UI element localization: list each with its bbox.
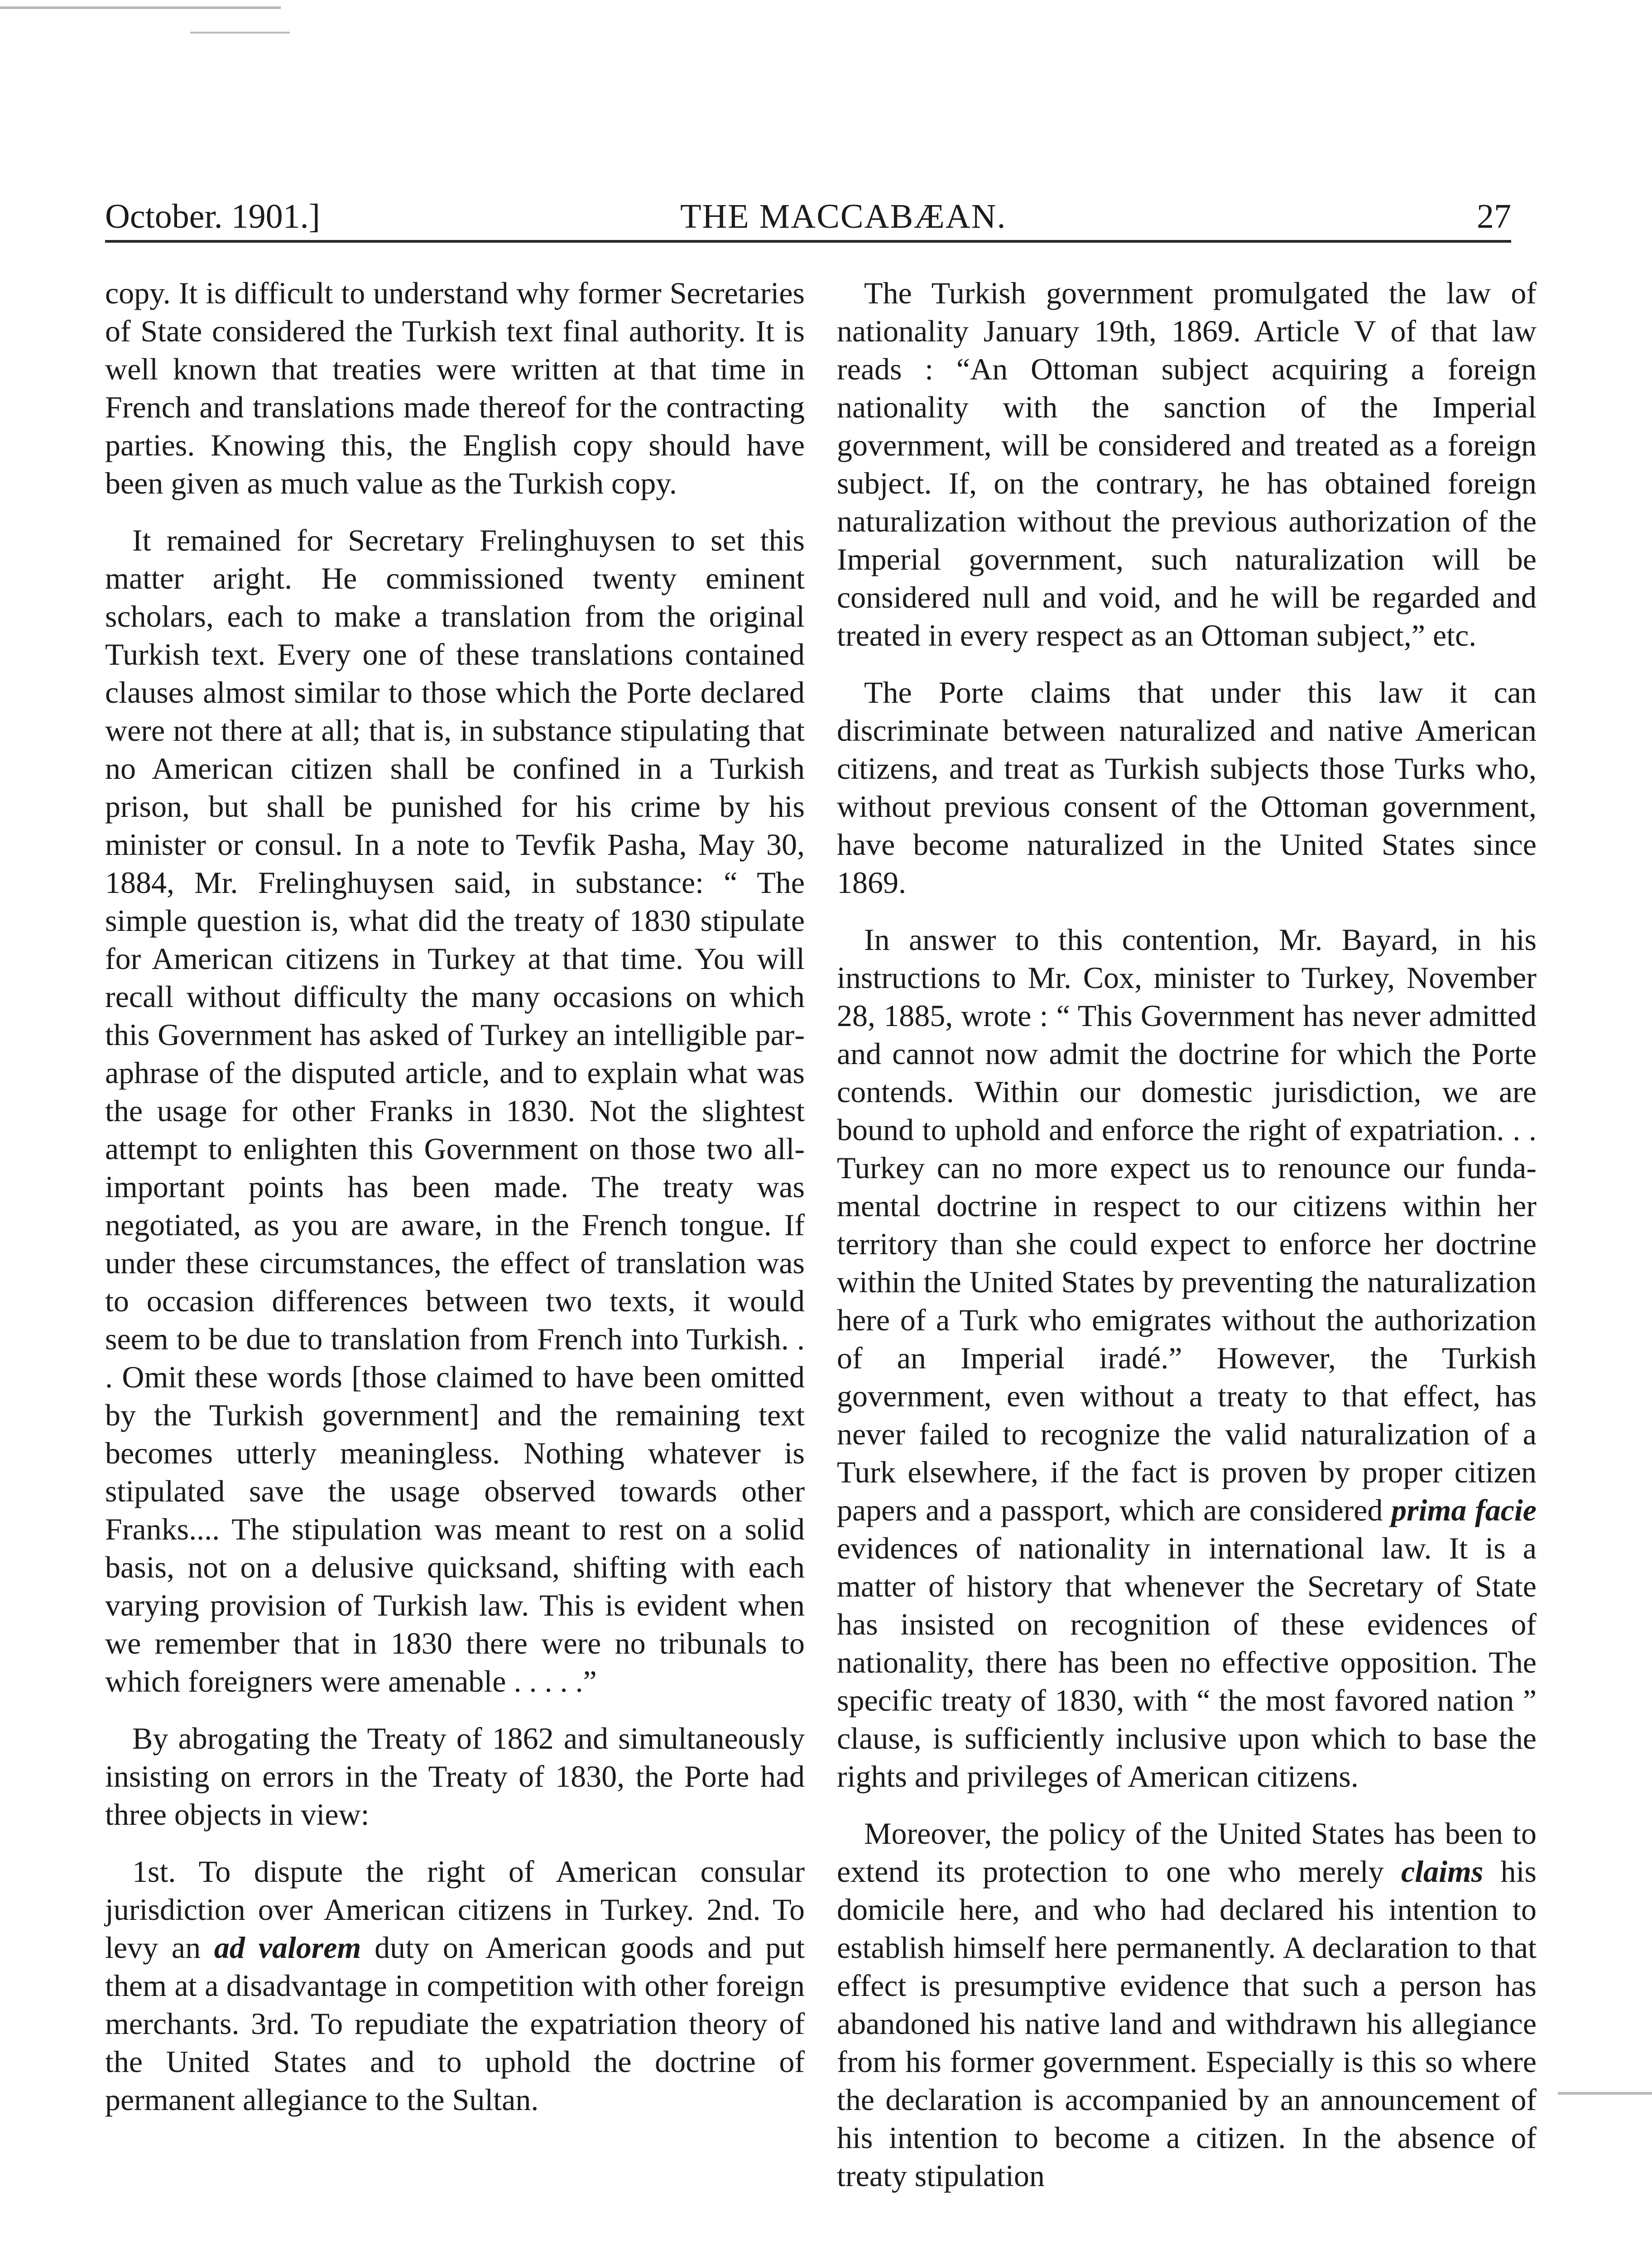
paragraph-text: duty on American goods and put them at a disadvantage in competition with other foreign merchants. 3rd. To repudiate the expatriation theory of the United States and to uphold the doctrine of permanent allegiance to the Sultan. bbox=[105, 1930, 805, 2117]
header-page-number: 27 bbox=[1477, 197, 1511, 235]
paragraph bbox=[837, 921, 1537, 1795]
paragraph: copy. It is difficult to understand why former Secretaries of State considered the Turkish text final authority. It is well known that treaties were written at that time in French and translations made thereof for the contracting parties. Knowing this, the English copy should have been given as much value as the Turkish copy. bbox=[105, 276, 805, 500]
paragraph bbox=[105, 1852, 805, 2119]
left-column bbox=[105, 274, 805, 2138]
paragraph-text: 1st. To dispute the right of American consular jurisdiction over American citizens in Turkey. 2nd. To levy an bbox=[105, 1854, 805, 1965]
scan-edge-mark bbox=[1558, 2092, 1652, 2095]
scan-edge-mark bbox=[190, 32, 290, 34]
paragraph-text: Moreover, the policy of the United States has been to extend its protection to one who merely bbox=[837, 1816, 1537, 1889]
right-column bbox=[837, 274, 1537, 2214]
paragraph-text: his domicile here, and who had declared his intention to establish himself here permanently. A declaration to that effect is presumptive evidence that such a person has abandoned his native land and withdrawn his allegiance from his former government. Especially is this so where the declaration is accompanied by an announcement of his intention to become a citizen. In the absence of treaty stipulation bbox=[837, 1854, 1537, 2193]
italic-phrase: claims bbox=[1401, 1854, 1484, 1889]
paragraph: The Porte claims that under this law it can discriminate between naturalized and native American citizens, and treat as Turkish subjects those Turks who, without previous consent of the Ottoman government, have become naturalized in the United States since 1869. bbox=[837, 675, 1537, 900]
running-header bbox=[105, 190, 1511, 240]
paragraph bbox=[837, 1814, 1537, 2195]
header-journal-title: THE MACCABÆAN. bbox=[680, 197, 1007, 235]
italic-phrase: ad valorem bbox=[214, 1930, 361, 1965]
paragraph-text: evidences of nationality in international law. It is a matter of history that whenever the Secretary of State has insisted on recognition of these evidences of nationality, there has been no effective opposition. The specific treaty of 1830, with “ the most favored nation ” clause, is sufficiently inclusive upon which to base the rights and privileges of American citizens. bbox=[837, 1531, 1537, 1794]
header-date: October. 1901.] bbox=[105, 197, 320, 235]
italic-phrase: prima facie bbox=[1391, 1493, 1537, 1527]
header-rule bbox=[105, 240, 1511, 243]
scan-edge-mark bbox=[0, 6, 281, 9]
paragraph-text: In answer to this contention, Mr. Bayard, in his instructions to Mr. Cox, minister to Turkey, November 28, 1885, wrote : “ This Government has never admitted and cannot now admit the doctrine for which the Porte contends. Within our domestic jurisdiction, we are bound to uphold and enforce the right of expatriation. . . Turkey can no more expect us to renounce our fundamental doctrine in respect to our citizens within her territory than she could expect to enforce her doctrine within the United States by preventing the naturalization here of a Turk who emigrates without the authorization of an Imperial iradé.” However, the Turkish government, even without a treaty to that effect, has never failed to recognize the valid naturalization of a Turk elsewhere, if the fact is proven by proper citizen papers and a passport, which are considered bbox=[837, 922, 1537, 1527]
paragraph: By abrogating the Treaty of 1862 and simultaneously insisting on errors in the Treaty of 1830, the Porte had three objects in view: bbox=[105, 1721, 805, 1832]
paragraph: It remained for Secretary Frelinghuysen to set this matter aright. He commissioned twenty eminent scholars, each to make a translation from the original Turkish text. Every one of these translations contained clauses almost similar to those which the Porte declared were not there at all; that is, in substance stipulating that no American citizen shall be confined in a Turkish prison, but shall be punished for his crime by his minister or consul. In a note to Tevfik Pasha, May 30, 1884, Mr. Frelinghuysen said, in substance: “ The simple question is, what did the treaty of 1830 stipulate for American citizens in Turkey at that time. You will recall without difficulty the many occasions on which this Government has asked of Turkey an intelligible paraphrase of the disputed article, and to explain what was the usage for other Franks in 1830. Not the slightest attempt to enlighten this Government on those two all-important points has been made. The treaty was negotiated, as you are aware, in the French tongue. If under these circumstances, the effect of translation was to occasion differences between two texts, it would seem to be due to translation from French into Turkish. . . Omit these words [those claimed to have been omitted by the Turkish government] and the remaining text becomes utterly meaningless. Nothing whatever is stipulated save the usage observed towards other Franks.... The stipulation was meant to rest on a solid basis, not on a delusive quicksand, shifting with each varying provision of Turkish law. This is evident when we remember that in 1830 there were no tribunals to which foreigners were amenable . . . . .” bbox=[105, 523, 805, 1698]
paragraph: The Turkish government promulgated the law of nationality January 19th, 1869. Article V of that law reads : “An Ottoman subject acquiring a foreign nationality with the sanction of the Imperial government, will be considered and treated as a foreign subject. If, on the contrary, he has obtained foreign naturalization without the previous authorization of the Imperial government, such naturalization will be considered null and void, and he will be regarded and treated in every respect as an Ottoman subject,” etc. bbox=[837, 276, 1537, 652]
